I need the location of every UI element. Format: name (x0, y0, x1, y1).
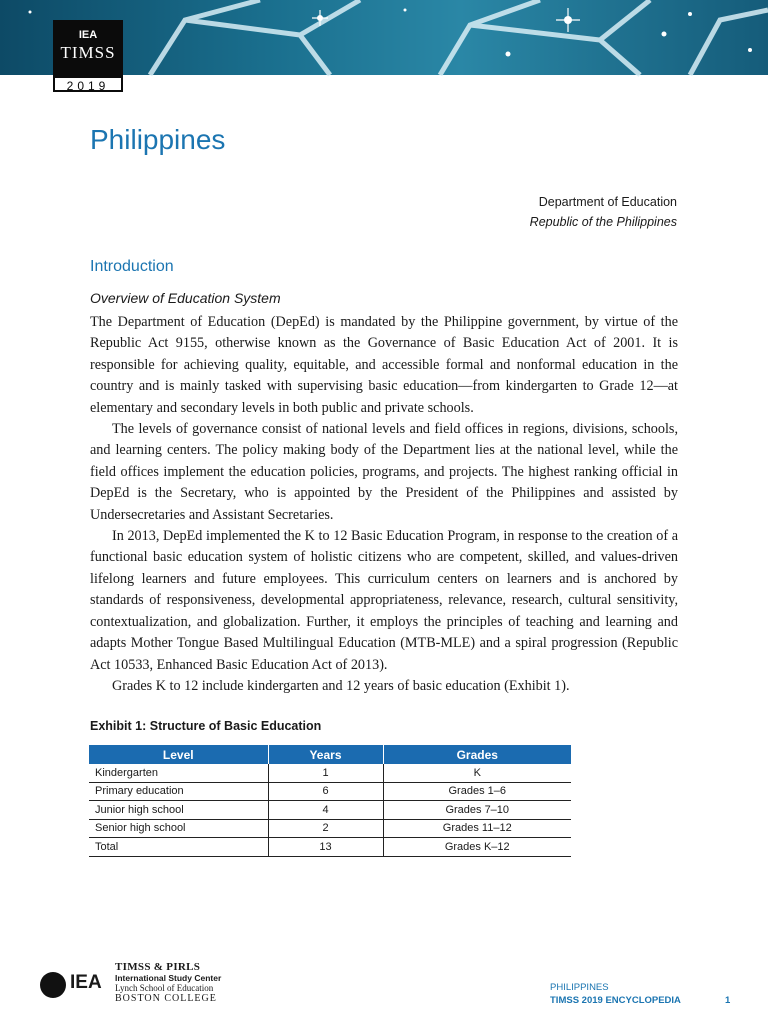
cell-level: Primary education (89, 782, 268, 801)
body-text (90, 312, 678, 697)
footer-publication: TIMSS 2019 ENCYCLOPEDIA (550, 994, 681, 1006)
footer-center-lines (115, 962, 221, 1004)
table-row (89, 782, 571, 801)
footer-iea-logo (40, 968, 110, 996)
paragraph-1: The Department of Education (DepEd) is mandated by the Philippine government, by virtue of the Republic Act 9155, otherwise known as the Governance of Basic Education Act of 2001. It is responsible for achieving quality, equitable, and accessible formal and nonformal education in the country and is mainly tasked with supervising basic education—from kindergarten to Grade 12—at elementary and secondary levels in both public and private schools. (90, 314, 678, 416)
logo-timss-text: TIMSS (60, 43, 116, 62)
footer-iea-text: IEA (70, 972, 102, 993)
paragraph-2: The levels of governance consist of national levels and field offices in regions, divisions, schools, and learning centers. The policy making body of the Department lies at the national level, while the field offices implement the education policies, programs, and projects. The highest ranking official in DepEd is the Secretary, who is appointed by the President of the Philippines and assisted by Undersecretaries and Assistant Secretaries. (90, 421, 678, 523)
footer-running-head (550, 982, 681, 1007)
footer-logo (40, 962, 240, 1006)
paragraph-4: Grades K to 12 include kindergarten and 12 years of basic education (Exhibit 1). (112, 677, 570, 694)
footer-line-2: International Study Center (115, 972, 222, 983)
author-line-2: Republic of the Philippines (529, 215, 677, 229)
footer-line-4: BOSTON COLLEGE (115, 992, 217, 1004)
globe-icon (40, 972, 66, 998)
cell-years: 4 (268, 801, 383, 820)
page-number: 1 (725, 995, 731, 1006)
exhibit-title: Exhibit 1: Structure of Basic Education (90, 719, 322, 733)
cell-grades: Grades 1–6 (383, 782, 571, 801)
exhibit-table (89, 745, 571, 857)
cell-level: Kindergarten (89, 764, 268, 782)
paragraph-3: In 2013, DepEd implemented the K to 12 Basic Education Program, in response to the creation of a functional basic education system of holistic citizens who are competent, skilled, and values-driven lifelong learners and future employees. This curriculum centers on learners and is anchored by standards of responsiveness, developmental appropriateness, relevance, research, cultural sensitivity, contextualization, and globalization. Further, it employs the principles of teaching and learning and adapts Mother Tongue Based Multilingual Education (MTB-MLE) and a spiral progression (Republic Act 10533, Enhanced Basic Education Act of 2013). (90, 528, 678, 673)
timss-logo (53, 20, 123, 92)
cell-grades: Grades 11–12 (383, 819, 571, 838)
cell-level: Junior high school (89, 801, 268, 820)
table-row (89, 838, 571, 857)
section-heading: Introduction (90, 258, 174, 275)
cell-years: 1 (268, 764, 383, 782)
cell-grades: Grades K–12 (383, 838, 571, 857)
author-block (530, 192, 677, 232)
page-title: Philippines (90, 124, 226, 155)
author-line-1: Department of Education (538, 195, 677, 209)
header-level: Level (89, 745, 268, 764)
cell-grades: Grades 7–10 (383, 801, 571, 820)
cell-years: 6 (268, 782, 383, 801)
cell-level: Senior high school (89, 819, 268, 838)
table-row (89, 801, 571, 820)
cell-years: 13 (268, 838, 383, 857)
header-grades: Grades (383, 745, 571, 764)
table-row (89, 764, 571, 782)
table-header-row (89, 745, 571, 764)
footer-line-1: TIMSS & PIRLS (115, 961, 201, 973)
header-banner (0, 0, 768, 93)
subsection-heading: Overview of Education System (90, 290, 281, 306)
footer-line-3: Lynch School of Education (115, 983, 214, 993)
cell-grades: K (383, 764, 571, 782)
table-row (89, 819, 571, 838)
logo-iea-text: IEA (78, 29, 98, 41)
header-years: Years (268, 745, 383, 764)
cell-level: Total (89, 838, 268, 857)
cell-years: 2 (268, 819, 383, 838)
logo-year-text: 2019 (53, 76, 123, 92)
footer-country: PHILIPPINES (550, 982, 609, 993)
